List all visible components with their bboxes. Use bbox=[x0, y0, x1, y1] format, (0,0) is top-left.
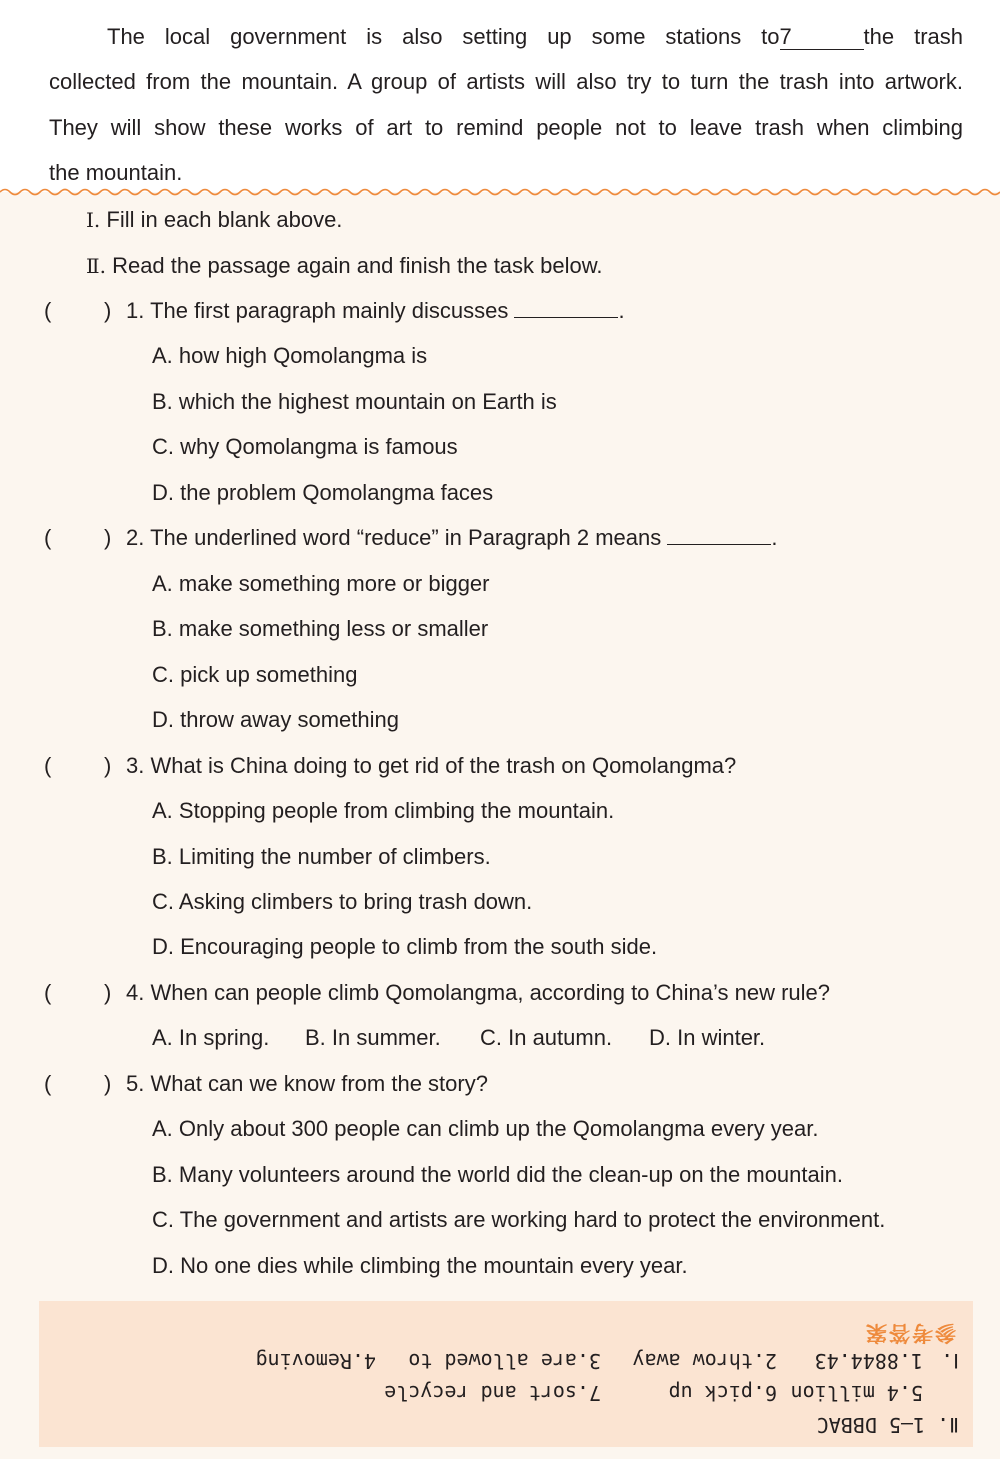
passage-text: The local government is also setting up some stations to bbox=[107, 24, 780, 49]
option-a: A. make something more or bigger bbox=[152, 571, 490, 596]
passage-line-3: They will show these works of art to remind people not to leave trash when climbing bbox=[49, 115, 963, 140]
answer-4: 4.Removing bbox=[255, 1349, 376, 1373]
option-d: D. Encouraging people to climb from the south side. bbox=[152, 934, 658, 959]
passage-text: the trash bbox=[863, 24, 964, 49]
question-text: What is China doing to get rid of the trash on Qomolangma? bbox=[150, 753, 737, 778]
question-text: When can people climb Qomolangma, according to China’s new rule? bbox=[150, 980, 831, 1005]
question-end: . bbox=[771, 525, 778, 550]
question-text: What can we know from the story? bbox=[150, 1071, 488, 1096]
answer-paren-close: ) bbox=[104, 1071, 112, 1096]
passage-line-2: collected from the mountain. A group of artists will also try to turn the trash into artwork. bbox=[49, 69, 963, 94]
instruction-text: Fill in each blank above. bbox=[106, 207, 343, 232]
question-stem bbox=[126, 978, 830, 1008]
answer-key-rotated bbox=[39, 1301, 973, 1447]
question-stem bbox=[126, 751, 736, 781]
answer-7: 7.sort and recycle bbox=[384, 1381, 601, 1405]
answer-blank bbox=[667, 524, 771, 545]
passage-line-4: the mountain. bbox=[49, 160, 183, 185]
answer-blank bbox=[514, 297, 618, 318]
option-c: C. why Qomolangma is famous bbox=[152, 434, 458, 459]
option-b: B. make something less or smaller bbox=[152, 616, 489, 641]
answer-paren-open: ( bbox=[44, 525, 52, 550]
question-number: 4. bbox=[126, 980, 145, 1005]
option-c: C. In autumn. bbox=[480, 1025, 613, 1050]
option-d: D. the problem Qomolangma faces bbox=[152, 480, 494, 505]
option-b: B. Limiting the number of climbers. bbox=[152, 844, 491, 869]
question-stem bbox=[126, 523, 778, 553]
question-stem bbox=[126, 296, 625, 326]
blank-7: 7 bbox=[780, 25, 864, 50]
option-a: A. Only about 300 people can climb up the Qomolangma every year. bbox=[152, 1116, 819, 1141]
option-a: A. how high Qomolangma is bbox=[152, 343, 428, 368]
answer-paren-close: ) bbox=[104, 753, 112, 778]
answer-paren-open: ( bbox=[44, 1071, 52, 1096]
answer-3: 3.are allowed to bbox=[408, 1349, 601, 1373]
answer-1: 1.8844.43 bbox=[814, 1349, 923, 1373]
passage-section bbox=[0, 0, 1000, 192]
option-c: C. The government and artists are working hard to protect the environment. bbox=[152, 1207, 886, 1232]
option-b: B. In summer. bbox=[305, 1025, 441, 1050]
answer-paren-close: ) bbox=[104, 980, 112, 1005]
question-number: 2. bbox=[126, 525, 145, 550]
roman-numeral: Ⅱ. bbox=[86, 254, 106, 278]
instruction-text: Read the passage again and finish the task below. bbox=[112, 253, 603, 278]
answer-5: 5.4 million bbox=[790, 1381, 923, 1405]
question-number: 5. bbox=[126, 1071, 145, 1096]
answer-2: 2.throw away bbox=[632, 1349, 777, 1373]
option-b: B. which the highest mountain on Earth is bbox=[152, 389, 557, 414]
roman-numeral: Ⅰ. bbox=[86, 208, 101, 232]
question-text: The first paragraph mainly discusses bbox=[150, 298, 509, 323]
option-d: D. In winter. bbox=[649, 1025, 766, 1050]
question-stem bbox=[126, 1069, 488, 1099]
answer-paren-close: ) bbox=[104, 298, 112, 323]
answer-key-box bbox=[39, 1301, 973, 1447]
wavy-divider bbox=[0, 186, 1000, 198]
option-c: C. Asking climbers to bring trash down. bbox=[152, 889, 533, 914]
option-a: A. In spring. bbox=[152, 1025, 270, 1050]
question-text: The underlined word “reduce” in Paragraph 2 means bbox=[150, 525, 662, 550]
answer-key-title: 参考答案 bbox=[864, 1321, 956, 1345]
question-number: 1. bbox=[126, 298, 145, 323]
option-a: A. Stopping people from climbing the mountain. bbox=[152, 798, 615, 823]
answer-paren-open: ( bbox=[44, 753, 52, 778]
answer-part2: Ⅱ. 1—5 DBBAC bbox=[816, 1413, 959, 1437]
option-c: C. pick up something bbox=[152, 662, 358, 687]
answer-part1-label: Ⅰ. bbox=[941, 1349, 959, 1373]
question-number: 3. bbox=[126, 753, 145, 778]
instruction-1 bbox=[86, 205, 342, 235]
answer-paren-open: ( bbox=[44, 298, 52, 323]
answer-6: 6.pick up bbox=[668, 1381, 777, 1405]
question-end: . bbox=[618, 298, 625, 323]
option-b: B. Many volunteers around the world did the clean-up on the mountain. bbox=[152, 1162, 843, 1187]
passage-line-1 bbox=[107, 22, 963, 52]
answer-paren-close: ) bbox=[104, 525, 112, 550]
option-d: D. throw away something bbox=[152, 707, 399, 732]
answer-paren-open: ( bbox=[44, 980, 52, 1005]
option-d: D. No one dies while climbing the mountain every year. bbox=[152, 1253, 688, 1278]
instruction-2 bbox=[86, 251, 603, 281]
